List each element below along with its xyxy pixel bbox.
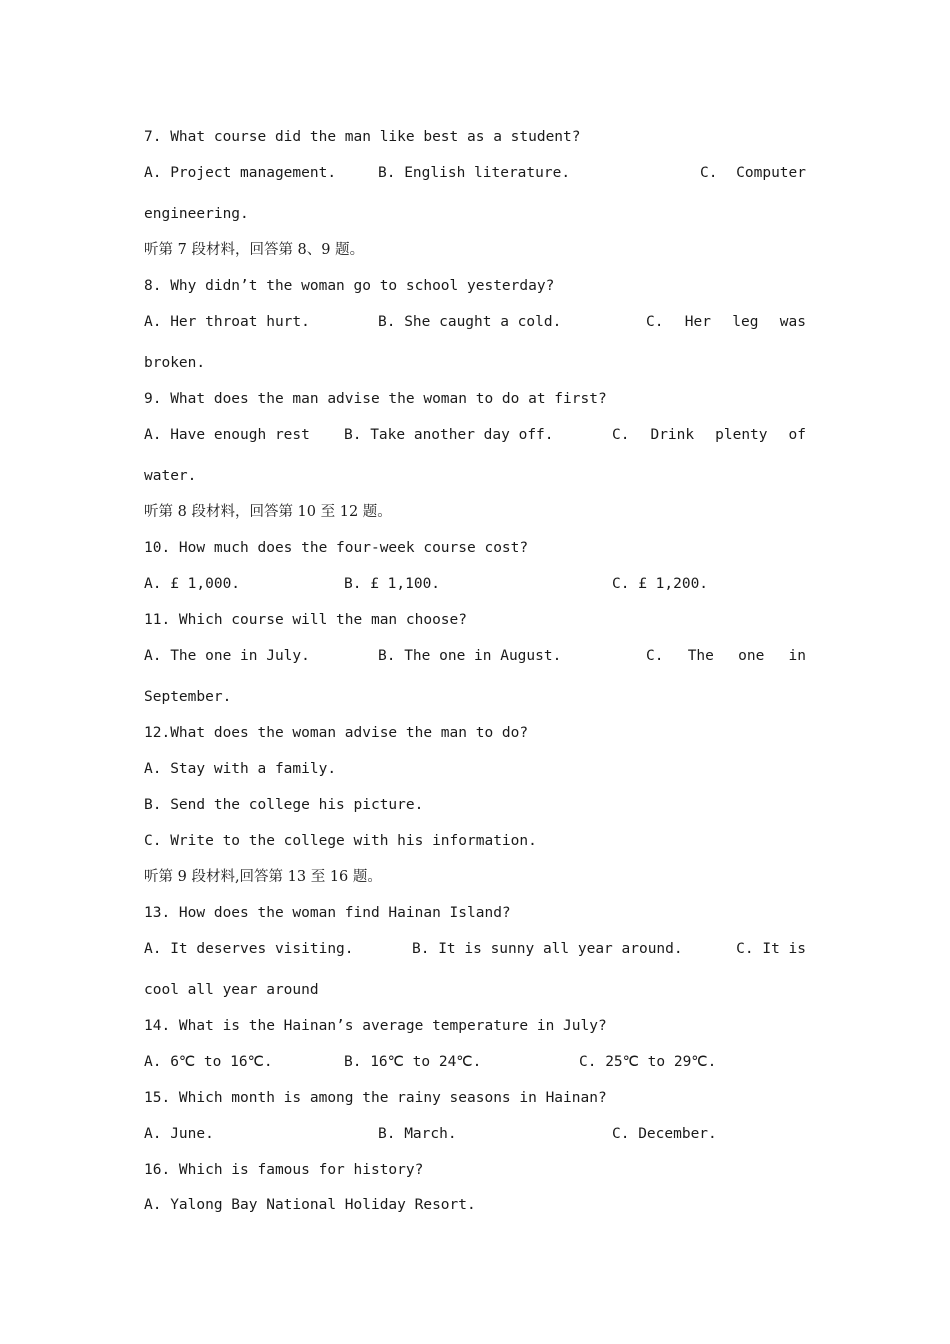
question-9-options xyxy=(144,425,806,445)
option-c-word: leg xyxy=(732,314,759,330)
option-a: A. Project management. xyxy=(144,165,337,181)
option-c-word: C. xyxy=(646,648,664,664)
option-b: B. The one in August. xyxy=(378,648,562,664)
option-c-word: C. xyxy=(612,427,630,443)
option-c-letter: C. xyxy=(700,165,718,181)
option-a: A. £ 1,000. xyxy=(144,576,241,592)
option-c-word: in xyxy=(788,648,806,664)
option-c-word: Computer xyxy=(736,165,806,181)
option-c-continued: cool all year around xyxy=(144,982,319,998)
option-b: B. March. xyxy=(378,1126,457,1142)
option-a: A. Yalong Bay National Holiday Resort. xyxy=(144,1197,476,1213)
option-c-word: of xyxy=(788,427,806,443)
option-c xyxy=(646,312,806,332)
option-c: C. Write to the college with his information. xyxy=(144,833,537,849)
option-c-word: was xyxy=(779,314,806,330)
option-c-word: C. xyxy=(646,314,664,330)
option-b: B. Take another day off. xyxy=(344,427,554,443)
option-b: B. 16℃ to 24℃. xyxy=(344,1054,482,1070)
option-c: C. It is xyxy=(736,941,806,957)
option-c: C. 25℃ to 29℃. xyxy=(579,1054,717,1070)
option-b: B. £ 1,100. xyxy=(344,576,441,592)
option-a: A. Have enough rest xyxy=(144,427,310,443)
option-c-continued: engineering. xyxy=(144,206,249,222)
option-a: A. Stay with a family. xyxy=(144,761,337,777)
option-c: C. £ 1,200. xyxy=(612,576,709,592)
question-15: 15. Which month is among the rainy seasons in Hainan? xyxy=(144,1090,607,1106)
option-c-continued: September. xyxy=(144,689,232,705)
option-c xyxy=(646,646,806,666)
section-heading-7: 听第 7 段材料，回答第 8、9 题。 xyxy=(144,242,365,258)
option-c-word: one xyxy=(738,648,765,664)
section-heading-8: 听第 8 段材料，回答第 10 至 12 题。 xyxy=(144,504,392,520)
option-b: B. Send the college his picture. xyxy=(144,797,424,813)
question-13-options xyxy=(144,939,806,959)
option-c-continued: water. xyxy=(144,468,197,484)
option-c-continued: broken. xyxy=(144,355,206,371)
option-c-word: plenty xyxy=(715,427,768,443)
option-a: A. The one in July. xyxy=(144,648,310,664)
question-10-options xyxy=(144,574,806,594)
question-11-options xyxy=(144,646,806,666)
section-heading-9: 听第 9 段材料,回答第 13 至 16 题。 xyxy=(144,869,382,885)
option-c-word: The xyxy=(687,648,714,664)
option-c-word: Drink xyxy=(650,427,695,443)
question-10: 10. How much does the four-week course cost? xyxy=(144,540,529,556)
option-b: B. She caught a cold. xyxy=(378,314,562,330)
option-a: A. Her throat hurt. xyxy=(144,314,310,330)
question-15-options xyxy=(144,1124,806,1144)
option-a: A. June. xyxy=(144,1126,214,1142)
option-c-word: Her xyxy=(684,314,711,330)
option-c: C. December. xyxy=(612,1126,717,1142)
option-b: B. English literature. xyxy=(378,165,571,181)
question-16: 16. Which is famous for history? xyxy=(144,1162,424,1178)
option-a: A. It deserves visiting. xyxy=(144,941,354,957)
question-7: 7. What course did the man like best as a student? xyxy=(144,129,581,145)
question-9: 9. What does the man advise the woman to do at first? xyxy=(144,391,607,407)
question-7-options xyxy=(144,163,806,183)
question-14-options xyxy=(144,1052,806,1072)
option-b: B. It is sunny all year around. xyxy=(412,941,683,957)
question-13: 13. How does the woman find Hainan Island? xyxy=(144,905,511,921)
option-a: A. 6℃ to 16℃. xyxy=(144,1054,273,1070)
question-8-options xyxy=(144,312,806,332)
option-c xyxy=(612,425,806,445)
question-8: 8. Why didn’t the woman go to school yesterday? xyxy=(144,278,555,294)
question-12: 12.What does the woman advise the man to do? xyxy=(144,725,529,741)
question-14: 14. What is the Hainan’s average temperature in July? xyxy=(144,1018,607,1034)
question-11: 11. Which course will the man choose? xyxy=(144,612,468,628)
